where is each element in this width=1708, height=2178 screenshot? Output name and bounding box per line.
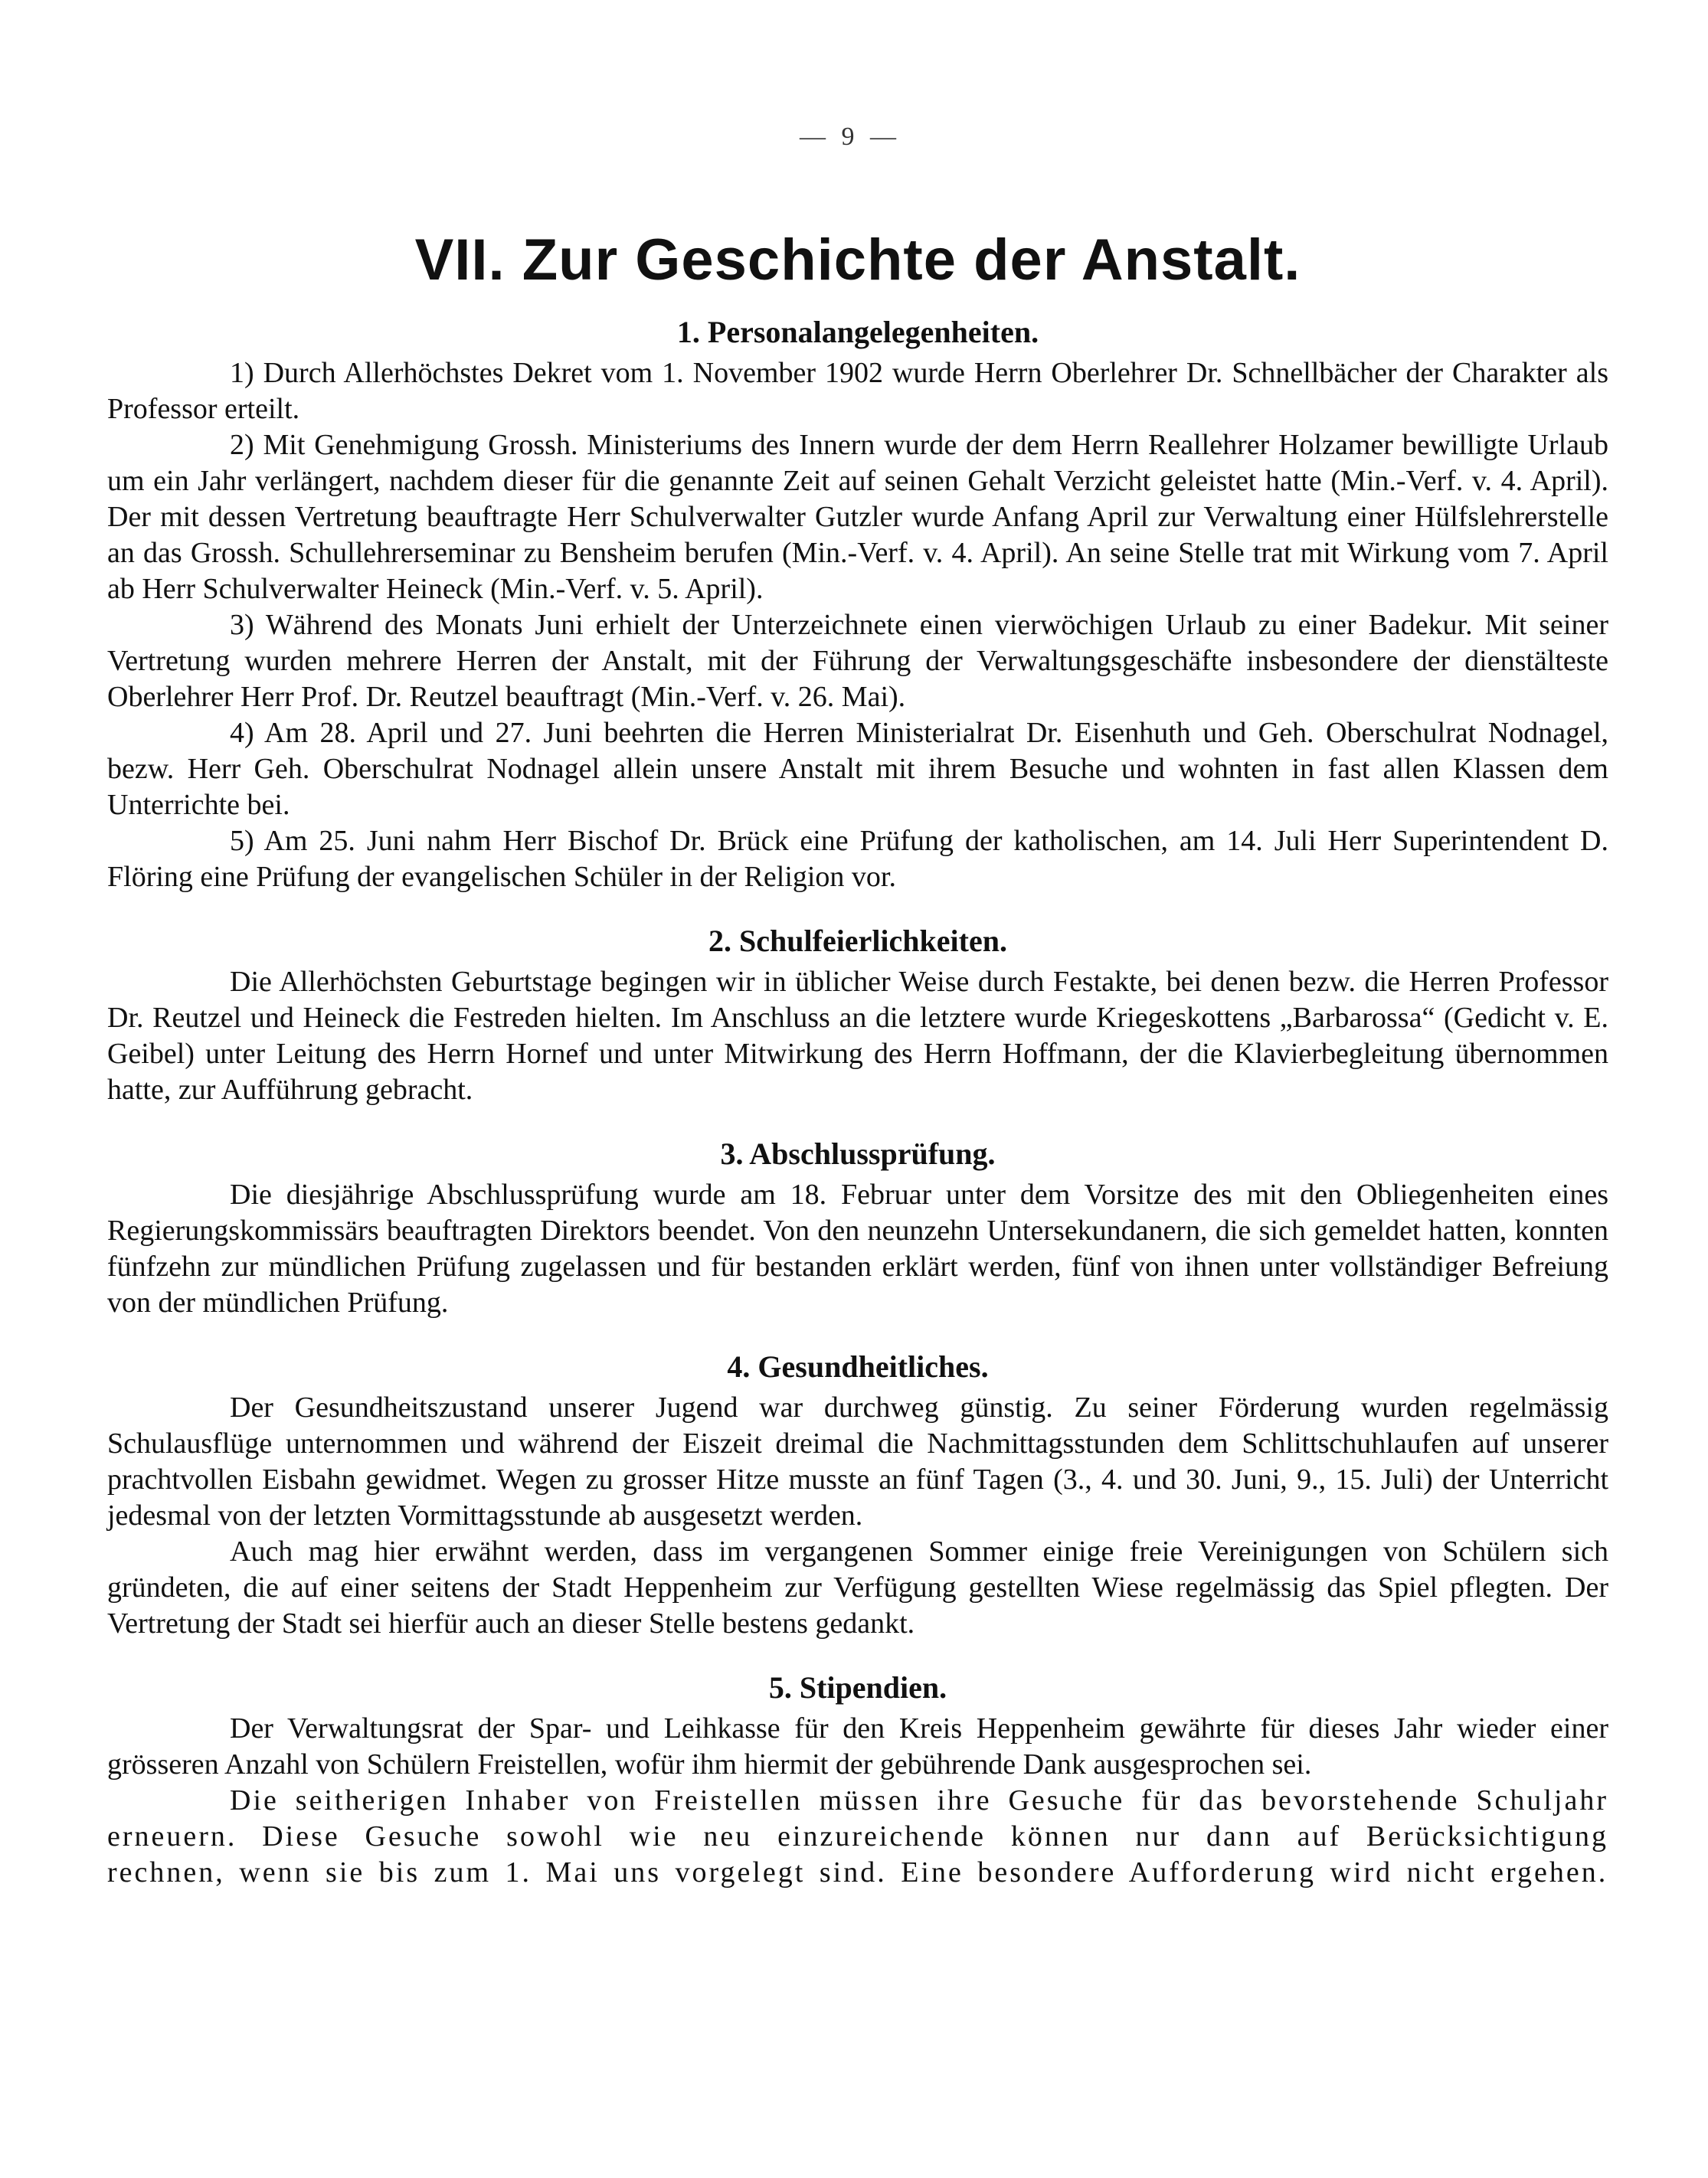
paragraph-notice: Die seitherigen Inhaber von Freistellen müssen ihre Gesuche für das bevorstehende Schuljahr erneuern. Diese Gesuche sowohl wie neu einzureichende können nur dann auf Berücksichtigung rechnen, wenn sie bis zum 1. Mai uns vorgelegt sind. Eine besondere Aufforderung wird nicht ergehen. xyxy=(107,1784,1608,1889)
paragraph: Der Gesundheitszustand unserer Jugend war durchweg günstig. Zu seiner Förderung wurden regelmässig Schulausflüge unternommen und während der Eiszeit dreimal die Nachmittagsstunden dem Schlittschuhlaufen auf unserer prachtvollen Eisbahn gewidmet. Wegen zu grosser Hitze musste an fünf Tagen (3., 4. und 30. Juni, 9., 15. Juli) der Unterricht jedesmal von der letzten Vormittagsstunde ab ausgesetzt werden. xyxy=(107,1391,1608,1532)
paragraph: 5) Am 25. Juni nahm Herr Bischof Dr. Brück eine Prüfung der katholischen, am 14. Juli Herr Superintendent D. Flöring eine Prüfung der evangelischen Schüler in der Religion vor. xyxy=(107,824,1608,893)
paragraph: 2) Mit Genehmigung Grossh. Ministeriums des Innern wurde der dem Herrn Reallehrer Holzamer bewilligte Urlaub um ein Jahr verlängert, nachdem dieser für die genannte Zeit auf seinen Gehalt Verzicht geleistet hatte (Min.-Verf. v. 4. April). Der mit dessen Vertretung beauftragte Herr Schulverwalter Gutzler wurde Anfang April zur Verwaltung einer Hülfslehrerstelle an das Grossh. Schullehrerseminar zu Bensheim berufen (Min.-Verf. v. 4. April). An seine Stelle trat mit Wirkung vom 7. April ab Herr Schulverwalter Heineck (Min.-Verf. v. 5. April). xyxy=(107,428,1608,605)
chapter-title: VII. Zur Geschichte der Anstalt. xyxy=(414,227,1301,293)
paragraph: Die Allerhöchsten Geburtstage begingen wir in üblicher Weise durch Festakte, bei denen bezw. die Herren Professor Dr. Reutzel und Heineck die Festreden hielten. Im Anschluss an die letztere wurde Kriegeskottens „Barbarossa“ (Gedicht v. E. Geibel) unter Leitung des Herrn Hornef und unter Mitwirkung des Herrn Hoffmann, der die Klavierbegleitung übernommen hatte, zur Aufführung gebracht. xyxy=(107,965,1608,1106)
section-personalangelegenheiten xyxy=(107,314,1608,895)
paragraph: 1) Durch Allerhöchstes Dekret vom 1. November 1902 wurde Herrn Oberlehrer Dr. Schnellbächer der Charakter als Professor erteilt. xyxy=(107,356,1608,425)
section-heading: 3. Abschlussprüfung. xyxy=(720,1136,996,1171)
section-abschlusspruefung xyxy=(107,1136,1608,1321)
section-heading: 2. Schulfeierlichkeiten. xyxy=(708,923,1007,958)
paragraph: Auch mag hier erwähnt werden, dass im vergangenen Sommer einige freie Vereinigungen von Schülern sich gründeten, die auf einer seitens der Stadt Heppenheim zur Verfügung gestellten Wiese regelmässig das Spiel pflegten. Der Vertretung der Stadt sei hierfür auch an dieser Stelle bestens gedankt. xyxy=(107,1535,1608,1640)
section-heading: 1. Personalangelegenheiten. xyxy=(676,314,1039,349)
section-schulfeierlichkeiten xyxy=(107,923,1608,1108)
paragraph: 4) Am 28. April und 27. Juni beehrten die Herren Ministerialrat Dr. Eisenhuth und Geh. Oberschulrat Nodnagel, bezw. Herr Geh. Oberschulrat Nodnagel allein unsere Anstalt mit ihrem Besuche und wohnten in fast allen Klassen dem Unterrichte bei. xyxy=(107,716,1608,821)
document-page xyxy=(107,123,1608,1891)
paragraph: 3) Während des Monats Juni erhielt der Unterzeichnete einen vierwöchigen Urlaub zu einer Badekur. Mit seiner Vertretung wurden mehrere Herren der Anstalt, mit der Führung der Verwaltungsgeschäfte insbesondere der dienstälteste Oberlehrer Herr Prof. Dr. Reutzel beauftragt (Min.-Verf. v. 26. Mai). xyxy=(107,608,1608,713)
paragraph: Der Verwaltungsrat der Spar- und Leihkasse für den Kreis Heppenheim gewährte für dieses Jahr wieder einer grösseren Anzahl von Schülern Freistellen, wofür ihm hiermit der gebührende Dank ausgesprochen sei. xyxy=(107,1712,1608,1781)
section-stipendien xyxy=(107,1669,1608,1891)
section-heading: 4. Gesundheitliches. xyxy=(727,1349,989,1384)
page-number: — 9 — xyxy=(800,123,901,151)
paragraph: Die diesjährige Abschlussprüfung wurde am 18. Februar unter dem Vorsitze des mit den Obliegenheiten eines Regierungskommissärs beauftragten Direktors beendet. Von den neunzehn Untersekundanern, die sich gemeldet hatten, konnten fünfzehn zur mündlichen Prüfung zugelassen und für bestanden erklärt werden, fünf von ihnen unter vollständiger Befreiung von der mündlichen Prüfung. xyxy=(107,1178,1608,1319)
section-heading: 5. Stipendien. xyxy=(768,1669,947,1705)
section-gesundheitliches xyxy=(107,1349,1608,1642)
